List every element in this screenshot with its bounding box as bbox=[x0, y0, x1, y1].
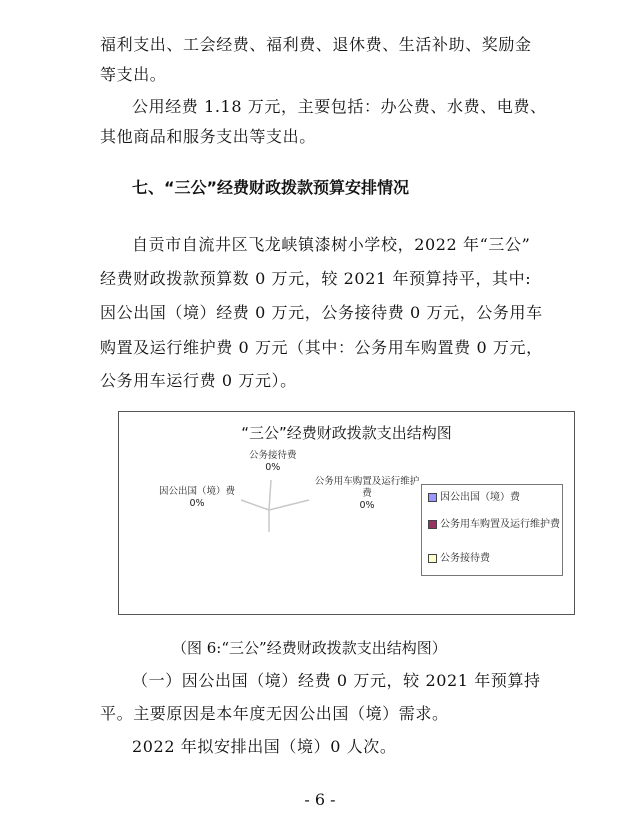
paragraph-line: 自贡市自流井区飞龙峡镇漆树小学校，2022 年“三公” bbox=[132, 235, 531, 254]
paragraph-line: （一）因公出国（境）经费 0 万元，较 2021 年预算持 bbox=[132, 671, 541, 690]
pie-leader-line bbox=[241, 500, 269, 510]
legend-item-abroad: 因公出国（境）费 bbox=[428, 491, 560, 504]
pie-chart bbox=[118, 411, 575, 615]
chart-title: “三公”经费财政拨款支出结构图 bbox=[241, 424, 452, 442]
paragraph-line: 等支出。 bbox=[100, 65, 167, 84]
legend-item-reception: 公务接待费 bbox=[428, 552, 560, 565]
legend-swatch bbox=[428, 520, 437, 529]
page-number: - 6 - bbox=[304, 790, 336, 809]
pie-leader-line bbox=[269, 480, 271, 510]
pie-label-vehicle: 公务用车购置及运行维护费 0% bbox=[314, 476, 420, 511]
paragraph-line: 平。主要原因是本年度无因公出国（境）需求。 bbox=[100, 704, 449, 723]
legend-swatch bbox=[428, 554, 437, 563]
chart-legend bbox=[421, 484, 563, 576]
paragraph-line: 其他商品和服务支出等支出。 bbox=[100, 127, 316, 146]
pie-leader-line bbox=[269, 500, 309, 510]
paragraph-line: 因公出国（境）经费 0 万元，公务接待费 0 万元，公务用车 bbox=[100, 303, 543, 322]
figure-caption: （图 6:“三公”经费财政拨款支出结构图） bbox=[172, 639, 447, 657]
paragraph-line: 公务用车运行费 0 万元）。 bbox=[100, 371, 297, 390]
paragraph-line: 福利支出、工会经费、福利费、退休费、生活补助、奖励金 bbox=[100, 35, 532, 54]
legend-item-vehicle: 公务用车购置及运行维护费 bbox=[428, 518, 560, 531]
paragraph-line: 公用经费 1.18 万元，主要包括：办公费、水费、电费、 bbox=[132, 97, 547, 116]
pie-label-abroad: 因公出国（境）费 0% bbox=[159, 486, 236, 509]
paragraph-line: 2022 年拟安排出国（境）0 人次。 bbox=[132, 737, 397, 756]
paragraph-line: 经费财政拨款预算数 0 万元，较 2021 年预算持平，其中: bbox=[100, 269, 532, 288]
section-heading: 七、“三公”经费财政拨款预算安排情况 bbox=[132, 178, 410, 197]
pie-label-reception: 公务接待费 0% bbox=[249, 450, 297, 473]
legend-swatch bbox=[428, 493, 437, 502]
paragraph-line: 购置及运行维护费 0 万元（其中：公务用车购置费 0 万元， bbox=[100, 338, 543, 357]
